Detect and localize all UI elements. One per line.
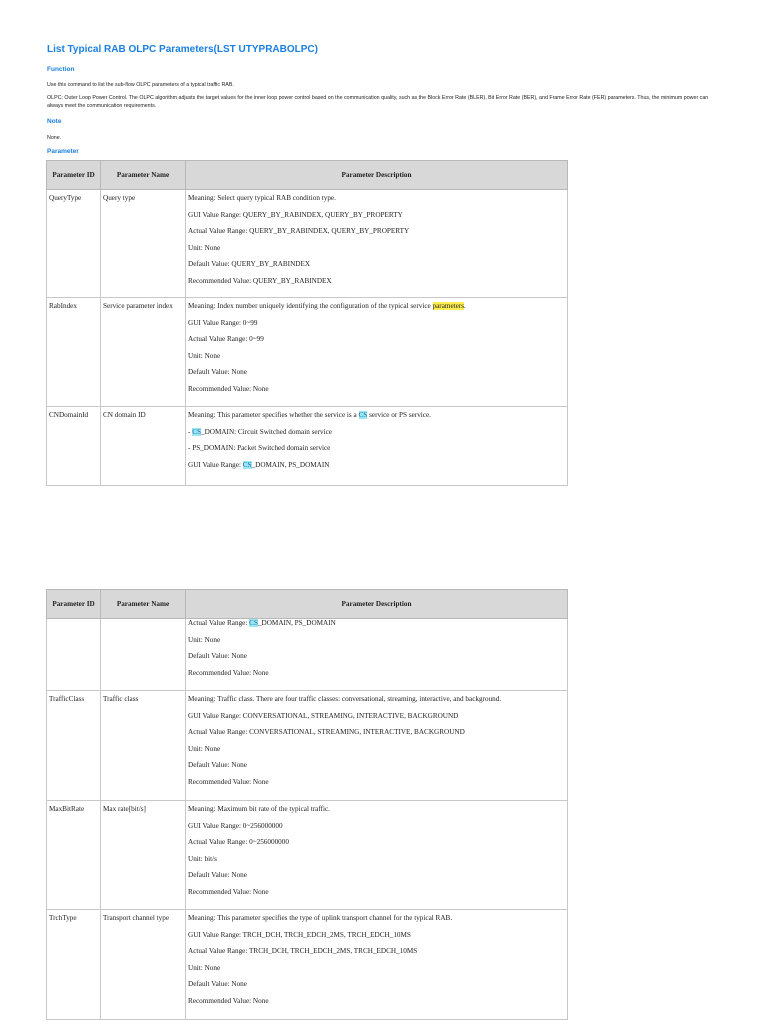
param-id: MaxBitRate — [47, 801, 101, 910]
desc-line: Default Value: None — [188, 368, 247, 377]
param-id — [47, 619, 101, 691]
param-name — [101, 619, 186, 691]
desc-line: Unit: None — [188, 351, 221, 360]
desc-line: Recommended Value: None — [188, 777, 269, 786]
param-description — [186, 190, 568, 298]
desc-line: Recommended Value: None — [188, 887, 269, 896]
param-name: Traffic class — [101, 691, 186, 801]
desc-line: Actual Value Range: CONVERSATIONAL, STREAMING, INTERACTIVE, BACKGROUND — [188, 728, 465, 737]
desc-line: Recommended Value: None — [188, 668, 269, 677]
desc-text: Actual Value Range: — [188, 619, 250, 627]
desc-text: _DOMAIN, PS_DOMAIN — [251, 460, 330, 469]
desc-line: Actual Value Range: 0~99 — [188, 335, 264, 344]
desc-line: Default Value: None — [188, 871, 247, 880]
param-description — [186, 691, 568, 801]
desc-text: - — [188, 427, 193, 436]
highlighted-term: CS — [242, 460, 252, 469]
desc-line: Unit: None — [188, 635, 221, 644]
desc-line: GUI Value Range: 0~256000000 — [188, 821, 283, 830]
param-name: Query type — [101, 190, 186, 298]
desc-line — [188, 411, 565, 428]
desc-line: Recommended Value: None — [188, 996, 269, 1005]
desc-line: GUI Value Range: 0~99 — [188, 318, 258, 327]
header-parameter-name: Parameter Name — [101, 590, 186, 619]
desc-line — [188, 461, 565, 478]
desc-text: . — [464, 302, 466, 310]
desc-line — [188, 619, 565, 636]
desc-line: Unit: None — [188, 963, 221, 972]
header-parameter-name: Parameter Name — [101, 161, 186, 190]
desc-line: GUI Value Range: TRCH_DCH, TRCH_EDCH_2MS, TRCH_EDCH_10MS — [188, 930, 411, 939]
param-description — [186, 298, 568, 407]
desc-line: Default Value: QUERY_BY_RABINDEX — [188, 260, 311, 269]
param-description — [186, 910, 568, 1020]
olpc-description: OLPC: Outer Loop Power Control. The OLPC algorithm adjusts the target values for the inner loop power control based on the communication quality, such as the Block Error Rate (BLER), Bit Error Rate (BER), and Frame Error Rate (FER) parameters. Thus, the minimum power can always meet the communication requirements. — [47, 95, 709, 109]
desc-line: Meaning: Maximum bit rate of the typical traffic. — [188, 805, 330, 813]
highlighted-term: CS — [249, 619, 258, 627]
param-id: CNDomainId — [47, 407, 101, 486]
param-name: Service parameter index — [101, 298, 186, 407]
desc-text: _DOMAIN: Circuit Switched domain service — [201, 427, 332, 436]
desc-line: Actual Value Range: QUERY_BY_RABINDEX, QUERY_BY_PROPERTY — [188, 227, 410, 236]
page-title: List Typical RAB OLPC Parameters(LST UTYPRABOLPC) — [47, 44, 318, 55]
param-description — [186, 619, 568, 691]
header-parameter-id: Parameter ID — [47, 590, 101, 619]
desc-line: Recommended Value: None — [188, 384, 269, 393]
desc-line: Recommended Value: QUERY_BY_RABINDEX — [188, 276, 332, 285]
desc-text: Meaning: Index number uniquely identifying the configuration of the typical service — [188, 302, 433, 310]
desc-line: Meaning: Select query typical RAB condition type. — [188, 194, 336, 202]
param-description — [186, 407, 568, 486]
table-row — [47, 190, 568, 298]
table-row — [47, 407, 568, 486]
function-heading: Function — [47, 66, 75, 73]
desc-line: Actual Value Range: 0~256000000 — [188, 838, 289, 847]
desc-line: Unit: bit/s — [188, 854, 217, 863]
highlighted-term: CS — [192, 427, 201, 436]
desc-line — [188, 428, 565, 445]
note-text: None. — [47, 135, 62, 141]
desc-line: - PS_DOMAIN: Packet Switched domain service — [188, 444, 331, 453]
desc-line: Actual Value Range: TRCH_DCH, TRCH_EDCH_2MS, TRCH_EDCH_10MS — [188, 947, 418, 956]
highlighted-term: parameters — [432, 302, 465, 310]
function-text: Use this command to list the sub-flow OLPC parameters of a typical traffic RAB. — [47, 82, 234, 88]
desc-line: GUI Value Range: CONVERSATIONAL, STREAMING, INTERACTIVE, BACKGROUND — [188, 711, 459, 720]
param-id: RabIndex — [47, 298, 101, 407]
desc-line: GUI Value Range: QUERY_BY_RABINDEX, QUERY_BY_PROPERTY — [188, 210, 403, 219]
desc-line: Meaning: This parameter specifies the type of uplink transport channel for the typical RAB. — [188, 914, 453, 922]
table-row — [47, 910, 568, 1020]
desc-line: Meaning: Traffic class. There are four traffic classes: conversational, streaming, interactive, and background. — [188, 695, 502, 703]
desc-line: Default Value: None — [188, 761, 247, 770]
param-id: TrchType — [47, 910, 101, 1020]
parameter-heading: Parameter — [47, 148, 79, 155]
param-name: Max rate[bit/s] — [101, 801, 186, 910]
table-header-row — [47, 590, 568, 619]
table-row — [47, 801, 568, 910]
param-id: TrafficClass — [47, 691, 101, 801]
desc-line: Unit: None — [188, 744, 221, 753]
desc-text: service or PS service. — [367, 411, 431, 419]
header-parameter-description: Parameter Description — [186, 590, 568, 619]
table-row — [47, 298, 568, 407]
desc-line — [188, 302, 565, 319]
highlighted-term: CS — [358, 411, 368, 419]
header-parameter-id: Parameter ID — [47, 161, 101, 190]
parameter-table-1 — [46, 160, 568, 486]
param-id: QueryType — [47, 190, 101, 298]
param-name: CN domain ID — [101, 407, 186, 486]
table-row — [47, 619, 568, 691]
desc-line: Default Value: None — [188, 652, 247, 661]
desc-text: _DOMAIN, PS_DOMAIN — [257, 619, 336, 627]
parameter-table-2 — [46, 589, 568, 1020]
note-heading: Note — [47, 118, 62, 125]
param-name: Transport channel type — [101, 910, 186, 1020]
table-row — [47, 691, 568, 801]
desc-text: Meaning: This parameter specifies whether the service is a — [188, 411, 359, 419]
table-header-row — [47, 161, 568, 190]
desc-line: Default Value: None — [188, 980, 247, 989]
header-parameter-description: Parameter Description — [186, 161, 568, 190]
desc-line: Unit: None — [188, 243, 221, 252]
desc-text: GUI Value Range: — [188, 460, 243, 469]
param-description — [186, 801, 568, 910]
